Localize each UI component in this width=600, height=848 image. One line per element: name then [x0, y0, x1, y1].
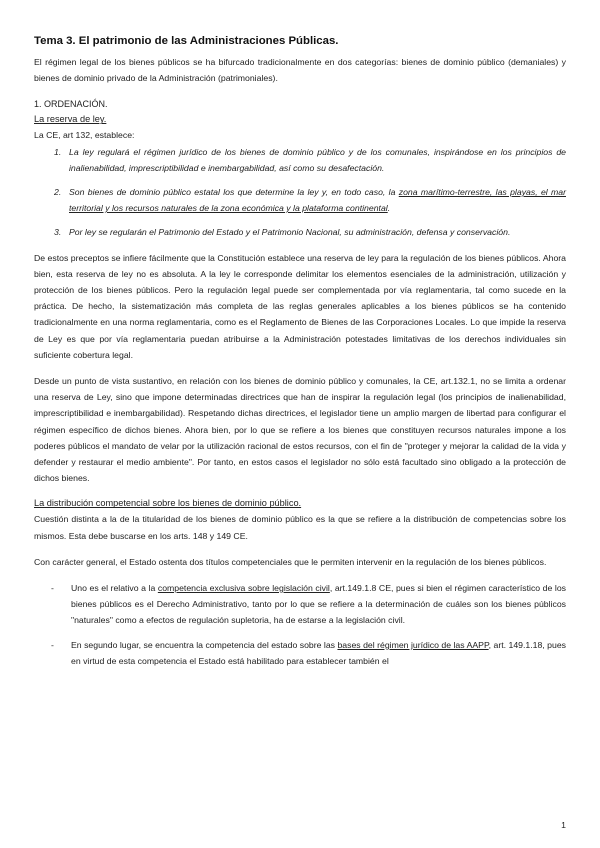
ce-intro-text: La CE, art 132, establece:: [34, 130, 135, 141]
list-item: [34, 580, 566, 629]
article-text-end: .: [387, 203, 391, 214]
bullet-text: En segundo lugar, se encuentra la competencia del estado sobre las: [71, 639, 338, 650]
article-number: 3.: [54, 227, 62, 238]
constitution-article-list: [34, 144, 566, 241]
paragraph-reserva-analysis: De estos preceptos se infiere fácilmente que la Constitución establece una reserva de ley para la regulación de los bienes públicos. Ahora bien, esta reserva de ley no es absoluta. A la ley le corresponde delimitar los elementos esenciales de la administración, utilización y protección de los bienes públicos. Pero la regulación legal puede ser complementada por vía reglamentaria, tal como sucede en la práctica. De hecho, la sistematización más completa de las reglas generales aplicables a los bienes públicos se ha contenido tradicionalmente en una norma reglamentaria, como es el Reglamento de Bienes de las Corporaciones Locales. Lo que impide la reserva de Ley es que por vía reglamentaria puedan atribuirse a la Administración potestades limitativas de los derechos individuales sin suficiente cobertura legal.: [34, 252, 566, 360]
bullet-text-end: , art.149.1.8 CE, pues si bien el régimen característico de los bienes públicos es el Derecho Administrativo, tanto por lo que se refiere a la determinación de cuáles son los bienes públicos "naturales" como a efectos de regulación supletoria, ha de estarse a la legislación civil.: [71, 583, 567, 626]
article-text: La ley regulará el régimen jurídico de los bienes de dominio público y de los comunales, inspirándose en los principios de inalienabilidad, imprescriptibilidad e inembargabilidad, así como su desafectación.: [69, 146, 566, 173]
paragraph-titulos-competenciales: Con carácter general, el Estado ostenta dos títulos competenciales que le permiten intervenir en la regulación de los bienes públicos.: [34, 556, 547, 567]
bullet-text-end: , art. 149.1.18, pues en virtud de esta competencia el Estado está habilitado para establecer también el: [71, 639, 567, 666]
list-item: [34, 637, 566, 669]
subheading-distribucion-competencial: La distribución competencial sobre los bienes de dominio público.: [34, 498, 302, 509]
article-text: Son bienes de dominio público estatal los que determine la ley y, en todo caso, la: [69, 187, 399, 198]
dash-marker: -: [51, 639, 54, 650]
competence-bullet-list: [34, 580, 566, 669]
dash-marker: -: [51, 583, 54, 594]
article-number: 1.: [54, 146, 62, 157]
document-title: Tema 3. El patrimonio de las Administraciones Públicas.: [34, 35, 339, 47]
article-underlined-text: zona marítimo-terrestre, las playas, el mar territorial y los recursos naturales de la zona económica y la plataforma continental: [69, 187, 566, 214]
article-text: Por ley se regularán el Patrimonio del Estado y el Patrimonio Nacional, su administración, defensa y conservación.: [69, 227, 511, 238]
article-item: [34, 144, 566, 176]
article-item: [34, 224, 566, 240]
bullet-underlined-text: bases del régimen jurídico de las AAPP: [337, 639, 489, 650]
document-body: [34, 34, 566, 677]
article-item: [34, 184, 566, 216]
paragraph-sustantivo: Desde un punto de vista sustantivo, en relación con los bienes de dominio público y comunales, la CE, art.132.1, no se limita a ordenar una reserva de Ley, sino que impone determinadas directrices que han de inspirar la regulación legal (los principios de inalienabilidad, imprescriptibilidad e inembargabilidad). Respetando dichas directrices, el legislador tiene un amplio margen de libertad para configurar el régimen específico de dichos bienes. Ahora bien, por lo que se refiere a los bienes que constituyen recursos naturales impone a los poderes públicos el mandato de velar por la utilización racional de estos recursos, con el fin de "proteger y mejorar la calidad de la vida y defender y restaurar el medio ambiente". Por tanto, en estos casos el legislador no sólo está facultado sino obligado a la protección de dichos bienes.: [34, 376, 566, 484]
bullet-text: Uno es el relativo a la: [71, 583, 158, 594]
intro-paragraph: El régimen legal de los bienes públicos se ha bifurcado tradicionalmente en dos categorías: bienes de dominio público (demaniales) y bienes de dominio privado de la Administración (patrimoniales).: [34, 57, 566, 84]
article-number: 2.: [54, 187, 62, 198]
paragraph-distribucion: Cuestión distinta a la de la titularidad de los bienes de dominio público es la que se refiere a la distribución de competencias sobre los mismos. Esta debe buscarse en los arts. 148 y 149 CE.: [34, 514, 566, 541]
subheading-reserva-de-ley: La reserva de ley.: [34, 114, 107, 125]
page-number: 1: [561, 820, 566, 830]
bullet-underlined-text: competencia exclusiva sobre legislación civil: [157, 583, 330, 594]
section-heading-ordenacion: 1. ORDENACIÓN.: [34, 99, 108, 110]
